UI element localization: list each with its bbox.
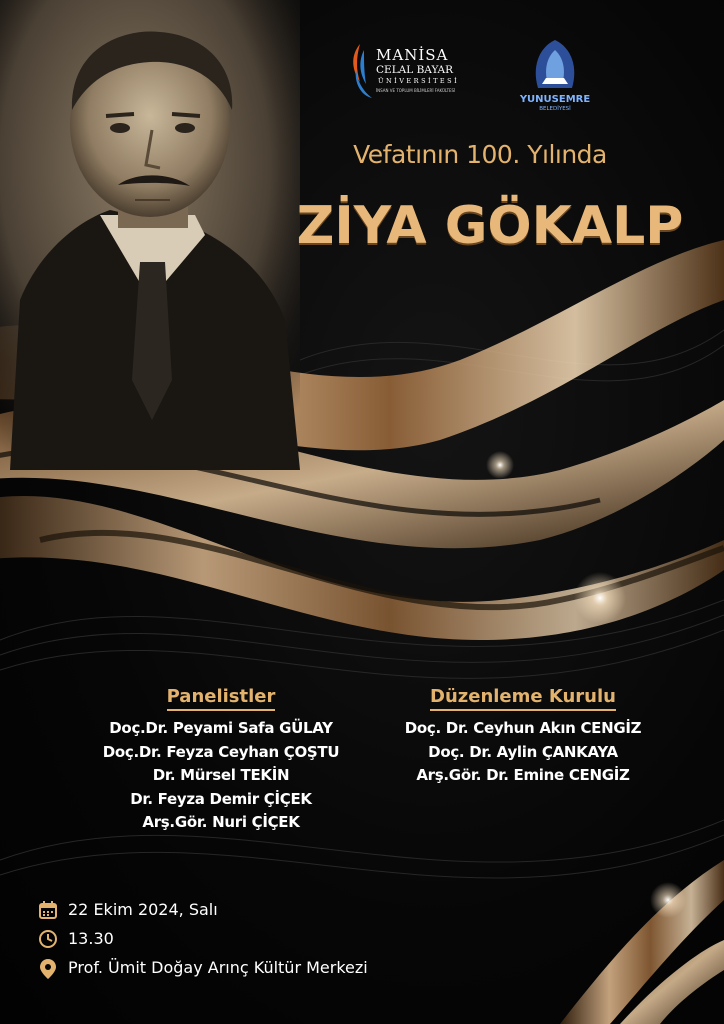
logo-text-universitesi: ÜNİVERSİTESİ xyxy=(378,77,460,85)
clock-icon xyxy=(38,929,58,949)
panelist-name: Dr. Feyza Demir ÇİÇEK xyxy=(130,789,312,808)
location-pin-icon xyxy=(38,958,58,980)
panelists-heading: Panelistler xyxy=(167,686,276,711)
ziya-gokalp-portrait xyxy=(0,0,300,470)
panelist-name: Arş.Gör. Nuri ÇİÇEK xyxy=(142,813,300,831)
committee-heading: Düzenleme Kurulu xyxy=(430,686,616,711)
panelists-section xyxy=(86,686,356,835)
logo-text-manisa: MANİSA xyxy=(376,46,449,64)
committee-member-name: Doç. Dr. Aylin ÇANKAYA xyxy=(428,742,618,761)
event-date: 22 Ekim 2024, Salı xyxy=(68,900,218,919)
committee-member-name: Arş.Gör. Dr. Emine CENGİZ xyxy=(416,766,630,784)
logo-text-celal-bayar: CELAL BAYAR xyxy=(376,64,454,76)
logo-text-yunusemre: YUNUSEMRE xyxy=(519,94,591,105)
yunusemre-municipality-logo xyxy=(518,38,592,118)
manisa-celal-bayar-university-logo xyxy=(346,40,476,102)
panelist-name: Dr. Mürsel TEKİN xyxy=(152,766,290,784)
organizing-committee-section xyxy=(388,686,658,788)
event-time: 13.30 xyxy=(68,929,114,948)
event-title: ZİYA GÖKALP xyxy=(296,196,684,256)
logo-text-belediyesi: BELEDİYESİ xyxy=(539,106,571,112)
anniversary-subtitle: Vefatının 100. Yılında xyxy=(353,140,607,169)
committee-member-name: Doç. Dr. Ceyhun Akın CENGİZ xyxy=(404,719,642,737)
panelist-name: Doç.Dr. Peyami Safa GÜLAY xyxy=(109,719,333,737)
calendar-icon xyxy=(38,900,58,920)
logo-text-faculty: İNSAN VE TOPLUM BİLİMLERİ FAKÜLTESİ xyxy=(376,88,456,93)
panelist-name: Doç.Dr. Feyza Ceyhan ÇOŞTU xyxy=(102,742,340,761)
event-place: Prof. Ümit Doğay Arınç Kültür Merkezi xyxy=(68,958,368,977)
